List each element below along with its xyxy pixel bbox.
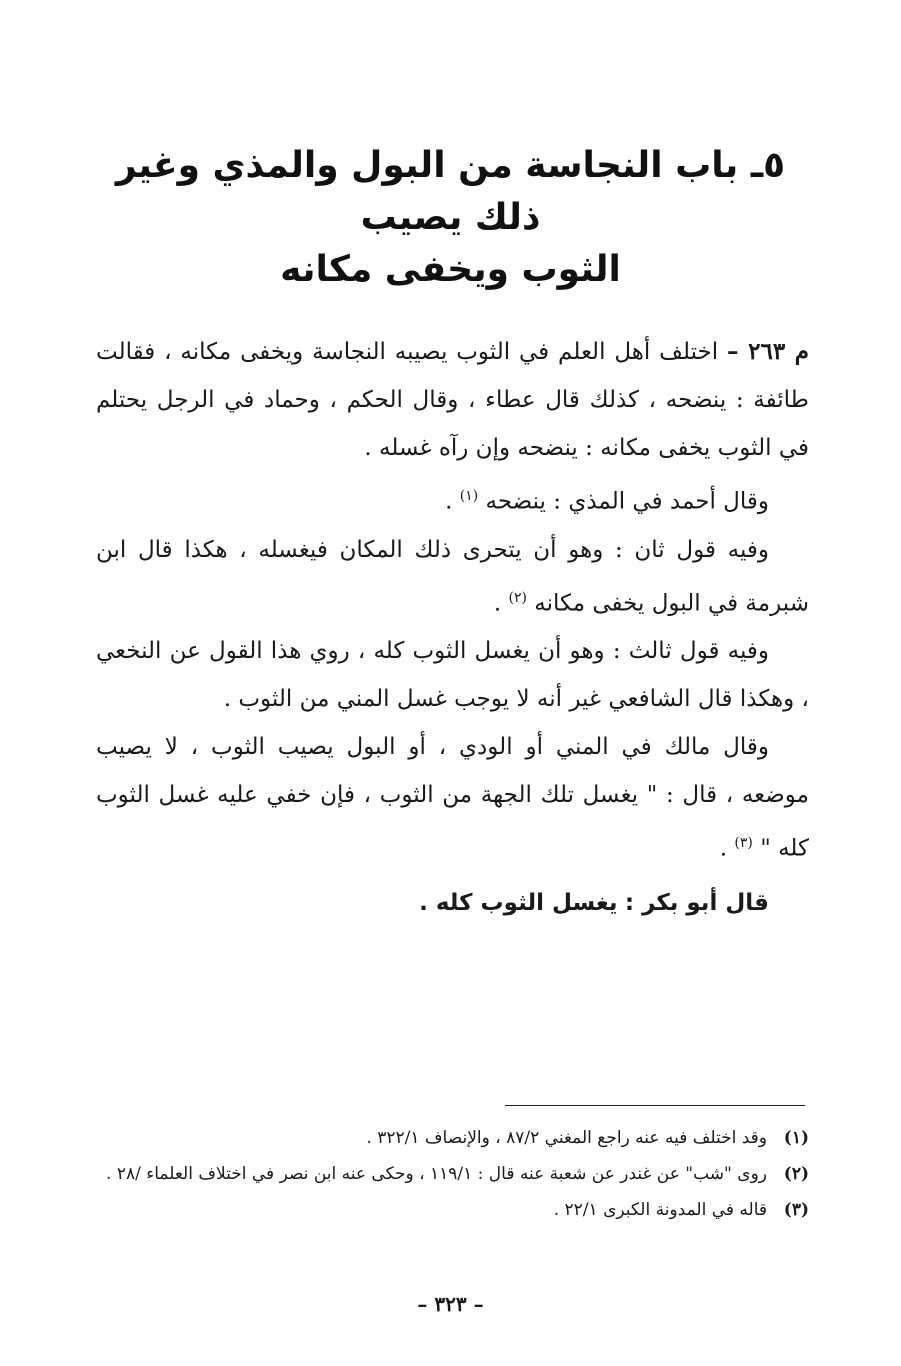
paragraph-263 <box>96 328 809 472</box>
paragraph-ahmad-text: وقال أحمد في المذي : ينضحه <box>485 488 769 515</box>
paragraph-ahmad-end: . <box>445 488 453 515</box>
footnote-text: روى "شب" عن غندر عن شعبة عنه قال : ١١٩/١ ، وحكى عنه ابن نصر في اختلاف العلماء /٢٨ . <box>106 1164 767 1184</box>
issue-number: م ٢٦٣ – <box>727 338 810 365</box>
footnote-text: قاله في المدونة الكبرى ٢٢/١ . <box>553 1200 767 1220</box>
paragraph-second-opinion-text: وفيه قول ثان : وهو أن يتحرى ذلك المكان فيغسله ، هكذا قال ابن شبرمة في البول يخفى مكانه <box>96 536 809 617</box>
footnote-ref-3[interactable]: (٣) <box>734 835 753 852</box>
footnote-number: (٣) <box>783 1200 809 1220</box>
footnote-ref-2[interactable]: (٢) <box>508 589 527 606</box>
footnote-item <box>96 1192 809 1228</box>
footnote-divider <box>505 1105 805 1106</box>
paragraph-malik-end: . <box>719 835 728 862</box>
page-number: – ٣٢٣ – <box>417 1292 484 1316</box>
footnote-ref-1[interactable]: (١) <box>459 488 479 504</box>
chapter-title <box>90 140 811 296</box>
conclusion-text: يغسل الثوب كله . <box>419 889 618 916</box>
paragraph-second-opinion-end: . <box>493 590 502 617</box>
paragraph-third-opinion-text: وفيه قول ثالث : وهو أن يغسل الثوب كله ، روي هذا القول عن النخعي ، وهكذا قال الشافعي غير أنه لا يوجب غسل المني من الثوب . <box>96 638 809 713</box>
footnote-item <box>96 1120 809 1156</box>
paragraph-263-text: اختلف أهل العلم في الثوب يصيبه النجاسة ويخفى مكانه ، فقالت طائفة : ينضحه ، كذلك قال عطاء ، وقال الحكم ، وحماد في الرجل يحتلم في الثوب يخفى مكانه : ينضحه وإن رآه غسله . <box>96 339 809 461</box>
footnote-item <box>96 1156 809 1192</box>
paragraph-ahmad <box>96 472 809 526</box>
paragraph-conclusion <box>96 879 809 927</box>
paragraph-malik <box>96 723 809 873</box>
footnote-number: (٢) <box>783 1164 809 1184</box>
chapter-title-line-1: ٥ـ باب النجاسة من البول والمذي وغير ذلك يصيب <box>115 145 786 238</box>
footnotes <box>96 1120 809 1228</box>
conclusion-speaker: قال أبو بكر : <box>624 889 769 916</box>
footnote-text: وقد اختلف فيه عنه راجع المغني ٨٧/٢ ، والإنصاف ٣٢٢/١ . <box>366 1128 767 1148</box>
paragraph-second-opinion <box>96 526 809 628</box>
chapter-title-line-2: الثوب ويخفى مكانه <box>280 249 621 290</box>
main-text <box>96 328 809 927</box>
paragraph-third-opinion <box>96 627 809 723</box>
footnote-number: (١) <box>783 1128 809 1148</box>
paragraph-malik-text: وقال مالك في المني أو الودي ، أو البول يصيب الثوب ، لا يصيب موضعه ، قال : " يغسل تلك الجهة من الثوب ، فإن خفي عليه غسل الثوب كله " <box>96 734 809 862</box>
